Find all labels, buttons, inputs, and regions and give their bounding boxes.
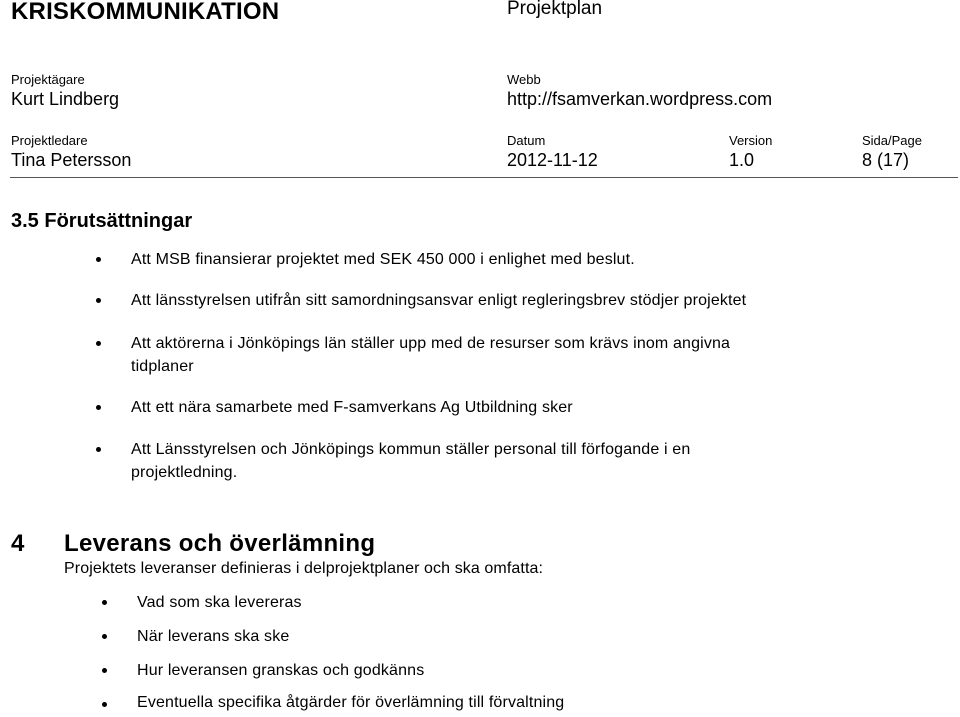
page-value: 8 (17)	[862, 150, 910, 170]
leader-value: Tina Petersson	[11, 150, 132, 170]
bullet-dot-icon	[96, 405, 101, 410]
list-item: Att MSB finansierar projektet med SEK 450 000 i enlighet med beslut.	[131, 251, 635, 268]
list-item: Att Länsstyrelsen och Jönköpings kommun ställer personal till förfogande i en	[131, 441, 691, 458]
bullet-dot-icon	[102, 668, 107, 673]
bullet-dot-icon	[96, 257, 101, 262]
list-item-continuation: projektledning.	[131, 464, 238, 481]
page-label: Sida/Page	[862, 133, 922, 148]
list-item: Att ett nära samarbete med F-samverkans Ag Utbildning sker	[131, 399, 573, 416]
owner-value: Kurt Lindberg	[11, 89, 120, 109]
web-label: Webb	[507, 72, 541, 87]
bullet-dot-icon	[96, 298, 101, 303]
list-item: Vad som ska levereras	[137, 594, 302, 611]
bullet-dot-icon	[102, 634, 107, 639]
section-heading-4: Leverans och överlämning	[64, 530, 376, 557]
bullet-dot-icon	[102, 600, 107, 605]
bullet-dot-icon	[102, 702, 107, 707]
list-item: Eventuella specifika åtgärder för överlämning till förvaltning	[137, 694, 565, 711]
list-item: Att länsstyrelsen utifrån sitt samordningsansvar enligt regleringsbrev stödjer projektet	[131, 292, 747, 309]
document-type: Projektplan	[507, 0, 603, 19]
version-label: Version	[729, 133, 773, 148]
web-value: http://fsamverkan.wordpress.com	[507, 89, 773, 109]
list-item-continuation: tidplaner	[131, 358, 194, 375]
section-heading-3-5: 3.5 Förutsättningar	[11, 210, 193, 232]
list-item: Att aktörerna i Jönköpings län ställer upp med de resurser som krävs inom angivna	[131, 335, 731, 352]
bullet-dot-icon	[96, 341, 101, 346]
list-item: Hur leveransen granskas och godkänns	[137, 662, 425, 679]
bullet-dot-icon	[96, 447, 101, 452]
date-value: 2012-11-12	[507, 150, 598, 170]
owner-label: Projektägare	[11, 72, 85, 87]
leader-label: Projektledare	[11, 133, 88, 148]
list-item: När leverans ska ske	[137, 628, 290, 645]
section-intro: Projektets leveranser definieras i delprojektplaner och ska omfatta:	[64, 560, 544, 577]
header-divider	[10, 177, 958, 178]
section-number-4: 4	[11, 530, 25, 557]
brand-title: KRISKOMMUNIKATION	[11, 0, 280, 25]
date-label: Datum	[507, 133, 546, 148]
version-value: 1.0	[729, 150, 755, 170]
